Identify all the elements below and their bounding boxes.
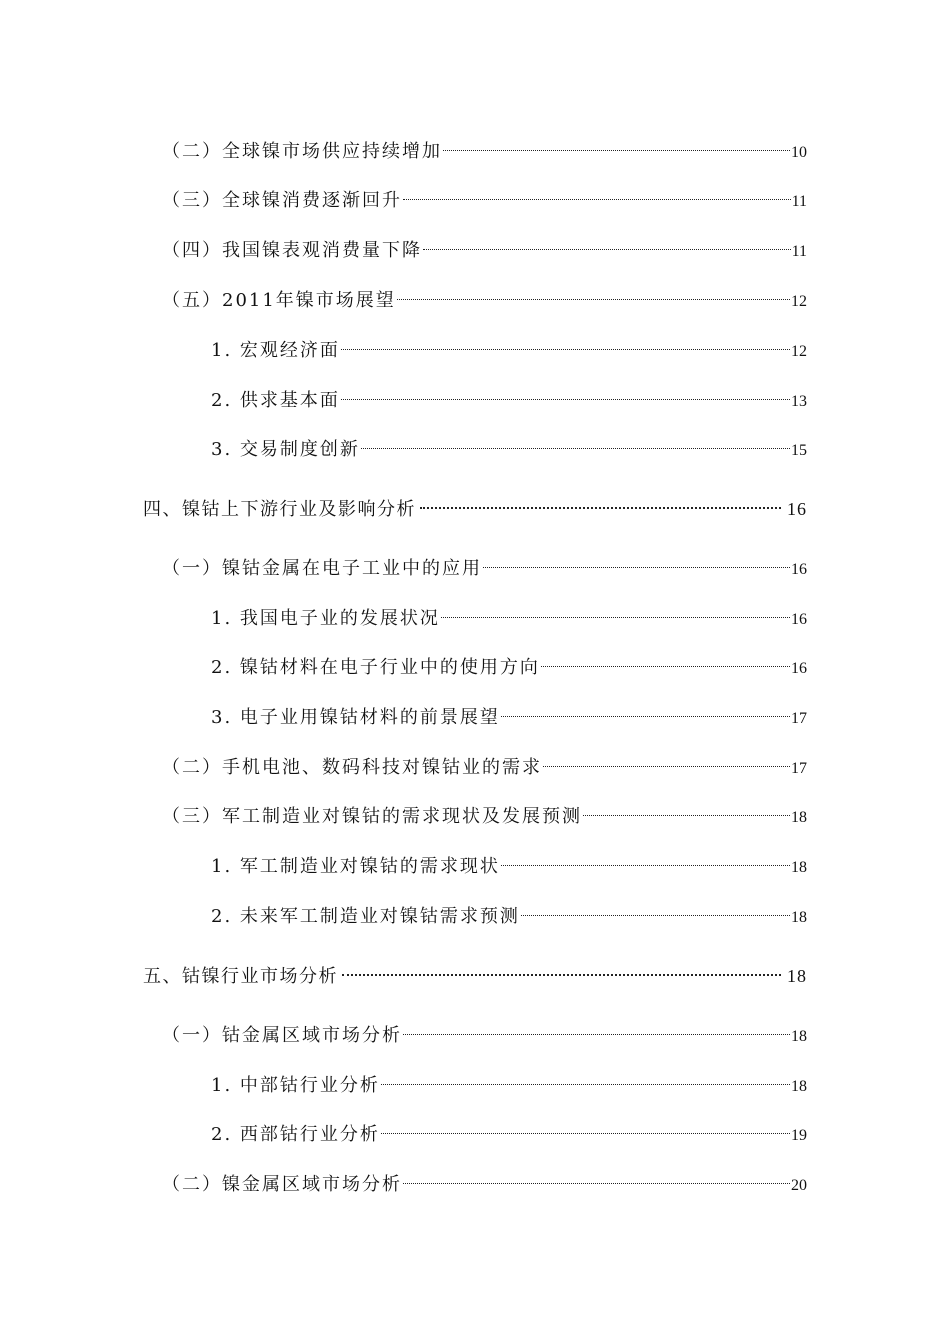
toc-entry-title: （三）全球镍消费逐渐回升 xyxy=(162,190,402,211)
dot-leader xyxy=(501,865,790,866)
toc-entry[interactable] xyxy=(162,753,807,783)
dot-leader xyxy=(403,199,791,200)
dot-leader xyxy=(483,567,790,568)
dot-leader xyxy=(361,448,790,449)
toc-entry-title: （三）军工制造业对镍钴的需求现状及发展预测 xyxy=(162,806,582,827)
toc-entry-title: 2. 镍钴材料在电子行业中的使用方向 xyxy=(211,657,540,678)
toc-entry[interactable] xyxy=(162,1021,807,1051)
toc-entry-title: 四、镍钴上下游行业及影响分析 xyxy=(143,499,416,520)
dot-leader xyxy=(397,299,790,300)
toc-page-number: 16 xyxy=(791,561,807,578)
dot-leader xyxy=(583,815,790,816)
toc-entry[interactable] xyxy=(162,236,807,266)
toc-entry-title: （一）钴金属区域市场分析 xyxy=(162,1025,402,1046)
dot-leader xyxy=(341,399,790,400)
toc-page-number: 16 xyxy=(791,611,807,628)
toc-page-number: 18 xyxy=(791,809,807,826)
toc-entry-title: 1. 中部钴行业分析 xyxy=(211,1075,380,1096)
toc-chapter-entry[interactable] xyxy=(143,961,807,991)
toc-page-number: 11 xyxy=(791,193,807,210)
toc-entry[interactable] xyxy=(162,186,807,216)
toc-entry[interactable] xyxy=(162,137,807,167)
toc-entry-title: （二）手机电池、数码科技对镍钴业的需求 xyxy=(162,757,542,778)
toc-entry-title: 3. 交易制度创新 xyxy=(211,439,360,460)
toc-page-number: 19 xyxy=(791,1127,807,1144)
dot-leader xyxy=(341,349,790,350)
toc-entry-title: 2. 未来军工制造业对镍钴需求预测 xyxy=(211,906,520,927)
toc-page-number: 18 xyxy=(787,966,807,986)
toc-entry[interactable] xyxy=(211,703,807,733)
toc-entry[interactable] xyxy=(211,604,807,634)
dot-leader xyxy=(543,766,790,767)
toc-page-number: 17 xyxy=(791,710,807,727)
dot-leader xyxy=(443,150,790,151)
dot-leader xyxy=(403,1183,790,1184)
toc-entry-title: （五）2011年镍市场展望 xyxy=(162,290,396,311)
toc-entry[interactable] xyxy=(162,286,807,316)
toc-page-number: 11 xyxy=(791,243,807,260)
toc-entry-title: 2. 西部钴行业分析 xyxy=(211,1124,380,1145)
toc-chapter-entry[interactable] xyxy=(143,494,807,524)
toc-entry[interactable] xyxy=(211,852,807,882)
dot-leader xyxy=(342,974,781,976)
toc-entry-title: 3. 电子业用镍钴材料的前景展望 xyxy=(211,707,500,728)
toc-entry-title: 1. 我国电子业的发展状况 xyxy=(211,608,440,629)
toc-entry[interactable] xyxy=(211,336,807,366)
dot-leader xyxy=(381,1084,790,1085)
toc-page-number: 18 xyxy=(791,1078,807,1095)
dot-leader xyxy=(423,249,791,250)
toc-entry[interactable] xyxy=(162,802,807,832)
dot-leader xyxy=(420,507,781,509)
toc-page-number: 15 xyxy=(791,442,807,459)
toc-entry-title: （四）我国镍表观消费量下降 xyxy=(162,240,422,261)
toc-entry-title: （二）全球镍市场供应持续增加 xyxy=(162,141,442,162)
toc-entry[interactable] xyxy=(162,554,807,584)
dot-leader xyxy=(501,716,790,717)
toc-entry-title: 2. 供求基本面 xyxy=(211,390,340,411)
toc-page-number: 12 xyxy=(791,343,807,360)
dot-leader xyxy=(441,617,790,618)
toc-entry-title: 1. 宏观经济面 xyxy=(211,340,340,361)
toc-entry-title: 1. 军工制造业对镍钴的需求现状 xyxy=(211,856,500,877)
toc-page-number: 17 xyxy=(791,760,807,777)
toc-entry-title: （一）镍钴金属在电子工业中的应用 xyxy=(162,558,482,579)
toc-page-number: 18 xyxy=(791,859,807,876)
toc-page-number: 18 xyxy=(791,909,807,926)
toc-page-number: 10 xyxy=(791,144,807,161)
toc-entry[interactable] xyxy=(211,1071,807,1101)
toc-entry-title: 五、钴镍行业市场分析 xyxy=(143,966,338,987)
toc-entry[interactable] xyxy=(211,653,807,683)
dot-leader xyxy=(541,666,790,667)
toc-page-number: 12 xyxy=(791,293,807,310)
toc-entry[interactable] xyxy=(211,435,807,465)
toc-page-number: 13 xyxy=(791,393,807,410)
toc-page-number: 16 xyxy=(787,499,807,519)
dot-leader xyxy=(521,915,790,916)
toc-entry[interactable] xyxy=(211,386,807,416)
toc-entry[interactable] xyxy=(211,1120,807,1150)
toc-entry[interactable] xyxy=(162,1170,807,1200)
toc-entry[interactable] xyxy=(211,902,807,932)
toc-page-number: 18 xyxy=(791,1028,807,1045)
toc-page-number: 16 xyxy=(791,660,807,677)
toc-entry-title: （二）镍金属区域市场分析 xyxy=(162,1174,402,1195)
toc-page-number: 20 xyxy=(791,1177,807,1194)
dot-leader xyxy=(403,1034,790,1035)
dot-leader xyxy=(381,1133,790,1134)
